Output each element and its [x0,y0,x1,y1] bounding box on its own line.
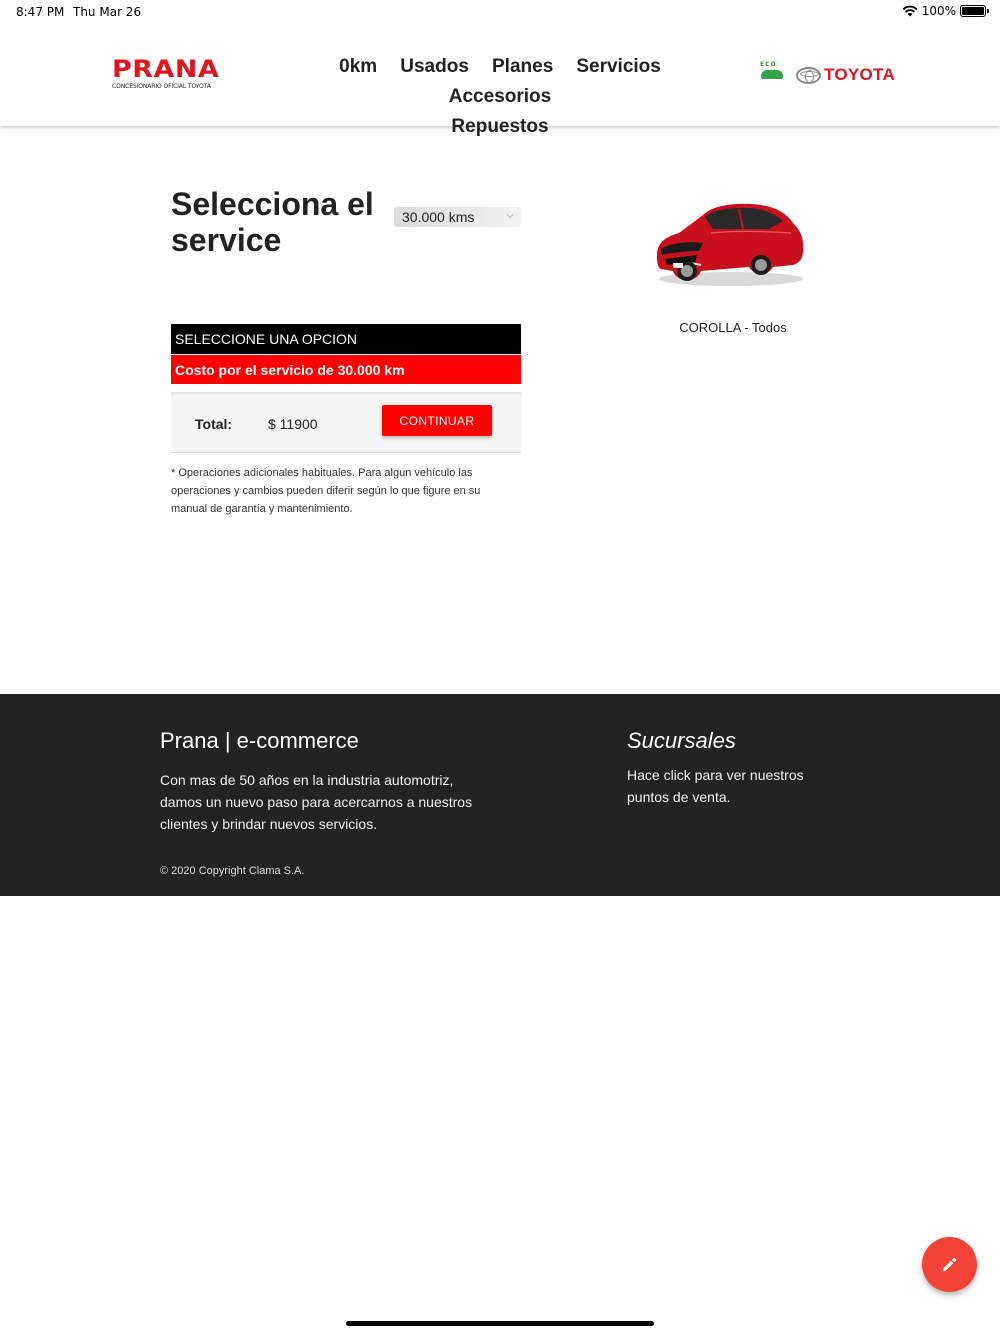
footer-title: Prana | e-commerce [160,728,359,753]
battery-percent: 100% [921,4,956,18]
brand-subtitle: CONCESIONARIO OFICIAL TOYOTA [112,83,211,90]
total-label: Total: [195,416,233,432]
branches-link[interactable]: Sucursales [627,728,736,753]
status-bar [0,0,1000,24]
nav-item-repuestos[interactable]: Repuestos [451,116,549,137]
eco-car-icon [761,70,783,79]
total-value: $ 11900 [268,416,318,432]
wifi-icon [902,5,918,17]
options-header: SELECCIONE UNA OPCION [171,324,521,354]
chevron-down-icon [505,211,515,221]
footer-copyright: © 2020 Copyright Clama S.A. [160,865,305,877]
toyota-emblem-icon [796,67,821,84]
nav-item-0km[interactable]: 0km [339,56,378,77]
status-time: 8:47 PM [16,5,65,19]
nav-item-usados[interactable]: Usados [400,56,469,77]
battery-icon [960,5,986,17]
page-title: Selecciona el service [171,186,374,258]
disclaimer-text: * Operaciones adicionales habituales. Para algun vehículo las operaciones y cambios pueden diferir según lo que figure en su manual de garantía y mantenimiento. [171,467,481,515]
eco-logo-text: ECO [760,61,777,68]
home-indicator [346,1321,654,1326]
service-options [171,324,521,384]
site-footer [0,694,1000,896]
nav-item-accesorios[interactable]: Accesorios [448,86,552,107]
eco-logo [758,61,784,87]
option-row[interactable]: Costo por el servicio de 30.000 km [171,354,521,384]
brand-name: PRANA [112,55,220,83]
status-date: Thu Mar 26 [73,5,142,19]
car-caption: COROLLA - Todos [679,320,787,335]
nav-item-planes[interactable]: Planes [492,56,554,77]
toyota-logo [796,65,895,85]
main-nav [270,52,730,142]
nav-item-servicios[interactable]: Servicios [576,56,661,77]
km-select-value: 30.000 kms [402,209,475,225]
edit-fab-button[interactable] [922,1237,977,1292]
total-box [171,392,521,453]
continue-button[interactable]: CONTINUAR [382,405,492,436]
site-header [0,24,1000,137]
pencil-icon [940,1255,959,1274]
footer-about-text: Con mas de 50 años en la industria automotriz, damos un nuevo paso para acercarnos a nuestros clientes y brindar nuevos servicios. [160,772,473,832]
status-indicators [902,4,986,18]
branches-text[interactable]: Hace click para ver nuestros puntos de venta. [627,767,804,805]
car-image [651,193,807,289]
toyota-wordmark: TOYOTA [824,65,896,84]
km-select[interactable] [394,207,521,227]
prana-logo[interactable] [112,57,232,90]
